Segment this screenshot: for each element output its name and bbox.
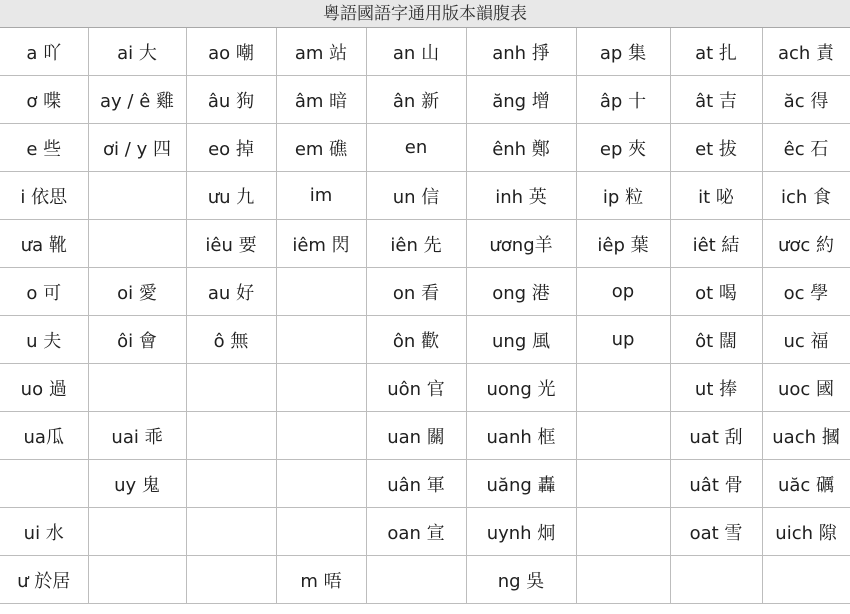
table-cell: uai 乖	[88, 412, 186, 460]
table-cell: a 吖	[0, 28, 88, 76]
table-cell: ôi 會	[88, 316, 186, 364]
table-cell: ng 吳	[466, 556, 576, 604]
table-cell: uoc 國	[762, 364, 850, 412]
table-cell: ep 夾	[576, 124, 670, 172]
table-cell: iêm 閃	[276, 220, 366, 268]
table-cell	[186, 556, 276, 604]
table-cell: oat 雪	[670, 508, 762, 556]
table-row	[0, 76, 850, 124]
table-cell: uân 軍	[366, 460, 466, 508]
table-cell: uăng 轟	[466, 460, 576, 508]
table-cell	[576, 412, 670, 460]
table-cell: au 好	[186, 268, 276, 316]
table-cell	[670, 556, 762, 604]
table-cell	[186, 508, 276, 556]
table-cell: ơ 喋	[0, 76, 88, 124]
table-cell: ươc 約	[762, 220, 850, 268]
table-cell	[276, 268, 366, 316]
table-row	[0, 460, 850, 508]
table-cell: ô 無	[186, 316, 276, 364]
table-cell: at 扎	[670, 28, 762, 76]
table-cell: uy 鬼	[88, 460, 186, 508]
table-row	[0, 172, 850, 220]
table-cell: ot 喝	[670, 268, 762, 316]
table-cell: iên 先	[366, 220, 466, 268]
table-cell	[88, 556, 186, 604]
table-cell: ư 於居	[0, 556, 88, 604]
table-cell: âp 十	[576, 76, 670, 124]
table-cell	[576, 508, 670, 556]
table-cell	[762, 556, 850, 604]
table-cell: uynh 炯	[466, 508, 576, 556]
table-cell: ip 粒	[576, 172, 670, 220]
table-cell: inh 英	[466, 172, 576, 220]
table-cell: ong 港	[466, 268, 576, 316]
table-cell: iêt 結	[670, 220, 762, 268]
table-cell: u 夫	[0, 316, 88, 364]
table-cell: êc 石	[762, 124, 850, 172]
table-cell: ât 吉	[670, 76, 762, 124]
table-cell	[276, 460, 366, 508]
table-cell: ưu 九	[186, 172, 276, 220]
table-cell	[276, 364, 366, 412]
table-row	[0, 316, 850, 364]
table-cell: ua瓜	[0, 412, 88, 460]
table-cell: ung 風	[466, 316, 576, 364]
table-cell: iêu 要	[186, 220, 276, 268]
table-row	[0, 364, 850, 412]
table-cell	[88, 172, 186, 220]
table-cell: en	[366, 124, 466, 172]
table-cell: uach 摑	[762, 412, 850, 460]
rhyme-table	[0, 28, 850, 604]
table-body	[0, 28, 850, 604]
table-cell: em 礁	[276, 124, 366, 172]
table-cell: o 可	[0, 268, 88, 316]
table-cell	[366, 556, 466, 604]
table-cell: ương羊	[466, 220, 576, 268]
table-cell: uich 隙	[762, 508, 850, 556]
table-cell	[576, 556, 670, 604]
table-cell: ôn 歡	[366, 316, 466, 364]
table-cell: anh 掙	[466, 28, 576, 76]
table-cell: uo 過	[0, 364, 88, 412]
table-cell	[88, 364, 186, 412]
table-row	[0, 28, 850, 76]
table-cell: it 咇	[670, 172, 762, 220]
table-cell: uat 刮	[670, 412, 762, 460]
table-cell	[276, 412, 366, 460]
table-row	[0, 268, 850, 316]
table-cell: m 唔	[276, 556, 366, 604]
table-cell	[88, 508, 186, 556]
table-cell: an 山	[366, 28, 466, 76]
table-cell: âm 暗	[276, 76, 366, 124]
table-cell: ăng 增	[466, 76, 576, 124]
table-cell: i 依思	[0, 172, 88, 220]
table-cell: op	[576, 268, 670, 316]
table-title: 粵語國語字通用版本韻腹表	[0, 0, 850, 28]
table-cell	[186, 460, 276, 508]
table-cell: ach 責	[762, 28, 850, 76]
table-row	[0, 124, 850, 172]
table-cell: ăc 得	[762, 76, 850, 124]
table-cell: ân 新	[366, 76, 466, 124]
table-cell: oan 宣	[366, 508, 466, 556]
table-cell: uong 光	[466, 364, 576, 412]
table-cell: et 拔	[670, 124, 762, 172]
table-cell: ui 水	[0, 508, 88, 556]
table-row	[0, 556, 850, 604]
table-cell: oi 愛	[88, 268, 186, 316]
table-cell: uc 福	[762, 316, 850, 364]
table-cell: uôn 官	[366, 364, 466, 412]
table-cell	[276, 316, 366, 364]
table-cell: im	[276, 172, 366, 220]
table-cell: uanh 框	[466, 412, 576, 460]
table-cell: un 信	[366, 172, 466, 220]
table-cell	[186, 412, 276, 460]
table-cell: on 看	[366, 268, 466, 316]
table-cell: ay / ê 雞	[88, 76, 186, 124]
table-cell: iêp 葉	[576, 220, 670, 268]
table-cell: ênh 鄭	[466, 124, 576, 172]
table-cell: uât 骨	[670, 460, 762, 508]
table-row	[0, 412, 850, 460]
table-cell	[186, 364, 276, 412]
table-cell: ưa 靴	[0, 220, 88, 268]
table-cell	[88, 220, 186, 268]
table-cell: ơi / y 四	[88, 124, 186, 172]
table-row	[0, 220, 850, 268]
table-cell: ut 捧	[670, 364, 762, 412]
table-cell: uan 關	[366, 412, 466, 460]
table-cell: âu 狗	[186, 76, 276, 124]
table-cell: ap 集	[576, 28, 670, 76]
table-cell	[576, 364, 670, 412]
table-cell	[276, 508, 366, 556]
table-cell	[0, 460, 88, 508]
table-cell	[576, 460, 670, 508]
table-cell: am 站	[276, 28, 366, 76]
table-cell: ao 嘲	[186, 28, 276, 76]
table-cell: ôt 闊	[670, 316, 762, 364]
table-cell: uăc 礪	[762, 460, 850, 508]
table-cell: ich 食	[762, 172, 850, 220]
table-cell: oc 學	[762, 268, 850, 316]
table-cell: e 些	[0, 124, 88, 172]
table-cell: eo 掉	[186, 124, 276, 172]
table-cell: ai 大	[88, 28, 186, 76]
table-row	[0, 508, 850, 556]
table-cell: up	[576, 316, 670, 364]
